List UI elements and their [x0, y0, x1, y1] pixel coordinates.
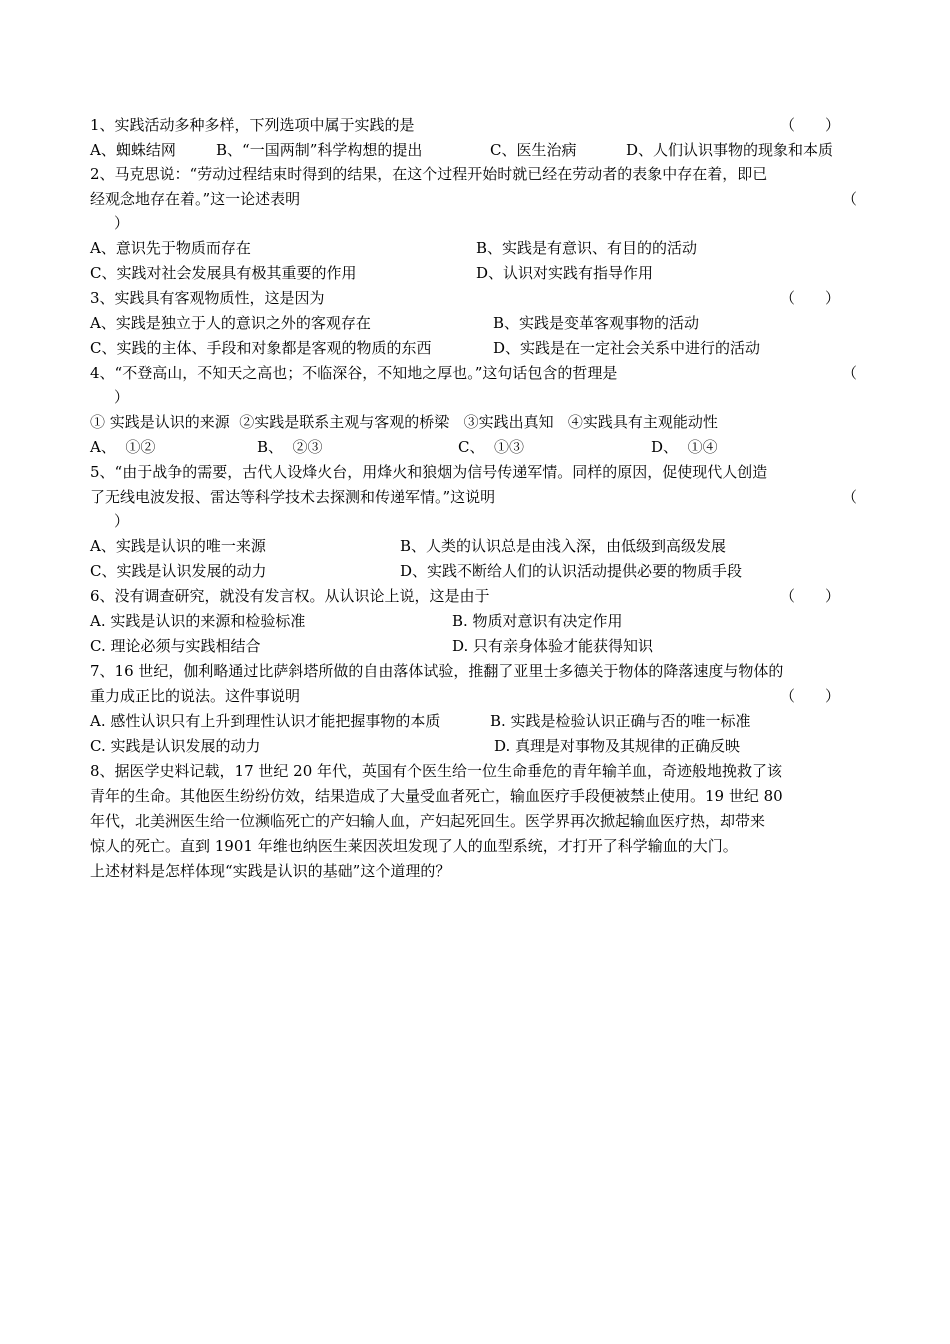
q2-stem-line1: 2、马克思说：“劳动过程结束时得到的结果，在这个过程开始时就已经在劳动者的表象中存在着，即已: [90, 165, 768, 183]
q6-stem: 6、没有调查研究，就没有发言权。从认识论上说，这是由于: [90, 587, 490, 605]
q2-bracket-close: ）: [114, 214, 130, 232]
q1-answer-bracket: （ ）: [780, 116, 841, 134]
q3-answer-bracket: （ ）: [780, 289, 841, 307]
q5-bracket-close: ）: [114, 512, 130, 530]
q2-option-c: C、实践对社会发展具有极其重要的作用: [90, 264, 357, 282]
q6-option-c: C. 理论必须与实践相结合: [90, 637, 261, 655]
q3-option-c: C、实践的主体、手段和对象都是客观的物质的东西: [90, 339, 432, 357]
q2-bracket-open: （: [842, 190, 858, 208]
q1-option-d: D、人们认识事物的现象和本质: [626, 141, 834, 159]
q5-option-b: B、人类的认识总是由浅入深，由低级到高级发展: [400, 537, 727, 555]
q1-option-b: B、“一国两制”科学构想的提出: [216, 141, 423, 159]
q8-material-line1: 8、据医学史料记载，17 世纪 20 年代，英国有个医生给一位生命垂危的青年输羊血，奇迹般地挽救了该: [90, 762, 783, 780]
q4-bracket-close: ）: [114, 388, 130, 406]
q4-option-c: C、 ①③: [458, 438, 525, 456]
q2-stem-line2: 经观念地存在着。”这一论述表明: [90, 190, 301, 208]
q7-answer-bracket: （ ）: [780, 687, 841, 705]
q7-option-a: A. 感性认识只有上升到理性认识才能把握事物的本质: [90, 712, 441, 730]
q3-option-d: D、实践是在一定社会关系中进行的活动: [493, 339, 761, 357]
q5-stem-line2: 了无线电波发报、雷达等科学技术去探测和传递军情。”这说明: [90, 488, 496, 506]
q4-option-a: A、 ①②: [90, 438, 156, 456]
q5-option-c: C、实践是认识发展的动力: [90, 562, 267, 580]
q3-stem: 3、实践具有客观物质性，这是因为: [90, 289, 325, 307]
q7-option-c: C. 实践是认识发展的动力: [90, 737, 261, 755]
q3-option-a: A、实践是独立于人的意识之外的客观存在: [90, 314, 371, 332]
q4-option-b: B、 ②③: [257, 438, 323, 456]
q8-question: 上述材料是怎样体现“实践是认识的基础”这个道理的？: [90, 862, 451, 880]
q1-stem: 1、实践活动多种多样，下列选项中属于实践的是: [90, 116, 415, 134]
q7-option-d: D. 真理是对事物及其规律的正确反映: [494, 737, 741, 755]
q3-option-b: B、实践是变革客观事物的活动: [493, 314, 700, 332]
q1-option-c: C、医生治病: [490, 141, 577, 159]
q8-material-line2: 青年的生命。其他医生纷纷仿效，结果造成了大量受血者死亡，输血医疗手段便被禁止使用。19 世纪 80: [90, 787, 783, 805]
q4-bracket-open: （: [842, 364, 858, 382]
q6-option-a: A. 实践是认识的来源和检验标准: [90, 612, 306, 630]
q7-stem-line1: 7、16 世纪，伽利略通过比萨斜塔所做的自由落体试验，推翻了亚里士多德关于物体的降落速度与物体的: [90, 662, 784, 680]
q8-material-line3: 年代，北美洲医生给一位濒临死亡的产妇输人血，产妇起死回生。医学界再次掀起输血医疗热，却带来: [90, 812, 766, 830]
q7-option-b: B. 实践是检验认识正确与否的唯一标准: [490, 712, 751, 730]
q4-option-d: D、 ①④: [651, 438, 718, 456]
q5-option-d: D、实践不断给人们的认识活动提供必要的物质手段: [400, 562, 743, 580]
q2-option-b: B、实践是有意识、有目的的活动: [476, 239, 698, 257]
q1-option-a: A、蜘蛛结网: [90, 141, 176, 159]
q6-option-d: D. 只有亲身体验才能获得知识: [452, 637, 654, 655]
q8-material-line4: 惊人的死亡。直到 1901 年维也纳医生莱因茨坦发现了人的血型系统，才打开了科学输血的大门。: [90, 837, 738, 855]
q5-option-a: A、实践是认识的唯一来源: [90, 537, 266, 555]
q2-option-d: D、认识对实践有指导作用: [476, 264, 654, 282]
q6-option-b: B. 物质对意识有决定作用: [452, 612, 623, 630]
q7-stem-line2: 重力成正比的说法。这件事说明: [90, 687, 301, 705]
q2-option-a: A、意识先于物质而存在: [90, 239, 251, 257]
q5-bracket-open: （: [842, 488, 858, 506]
q6-answer-bracket: （ ）: [780, 587, 841, 605]
q5-stem-line1: 5、“由于战争的需要，古代人设烽火台，用烽火和狼烟为信号传递军情。同样的原因，促使现代人创造: [90, 463, 768, 481]
q4-stem: 4、“不登高山，不知天之高也；不临深谷，不知地之厚也。”这句话包含的哲理是: [90, 364, 618, 382]
q4-statement-list: ① 实践是认识的来源 ②实践是联系主观与客观的桥梁 ③实践出真知 ④实践具有主观能动性: [90, 413, 718, 431]
